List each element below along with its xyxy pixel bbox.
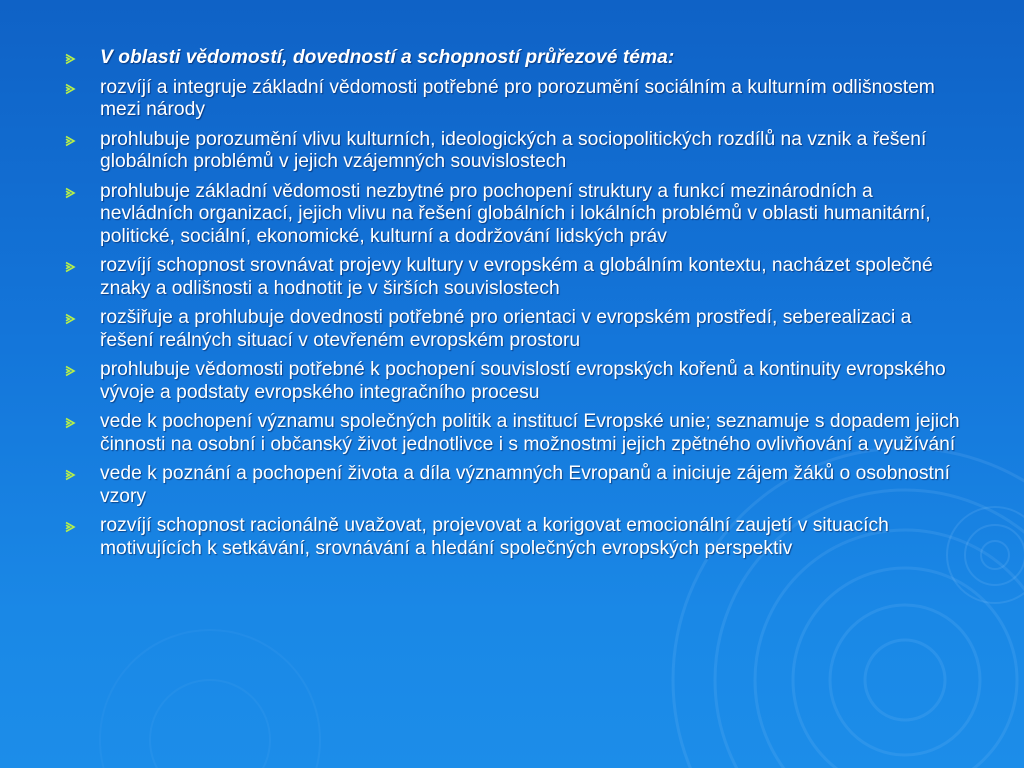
bullet-item: [60, 255, 965, 300]
bullet-item: [60, 77, 965, 122]
bullet-text: rozvíjí a integruje základní vědomosti potřebné pro porozumění sociálním a kulturním odlišnostem mezi národy: [100, 76, 935, 120]
bullet-text: vede k pochopení významu společných politik a institucí Evropské unie; seznamuje s dopadem jejich činnosti na osobní i občanský život jednotlivce i s možnostmi jejich zpětného ovlivňování a využívání: [100, 411, 960, 455]
arrowhead-bullet-icon: [64, 135, 76, 147]
arrowhead-bullet-icon: [64, 261, 76, 273]
arrowhead-bullet-icon: [64, 313, 76, 325]
arrowhead-bullet-icon: [64, 417, 76, 429]
bullet-text: rozvíjí schopnost srovnávat projevy kultury v evropském a globálním kontextu, nacházet společné znaky a odlišnosti a hodnotit je v širších souvislostech: [100, 255, 933, 299]
bullet-item: [60, 181, 965, 249]
bullet-item: [60, 129, 965, 174]
ripple-group-left: [100, 630, 320, 768]
bullet-text: prohlubuje vědomosti potřebné k pochopení souvislostí evropských kořenů a kontinuity evropského vývoje a podstaty evropského integračního procesu: [100, 359, 946, 403]
arrowhead-bullet-icon: [64, 521, 76, 533]
arrowhead-bullet-icon: [64, 187, 76, 199]
arrowhead-bullet-icon: [64, 365, 76, 377]
bullet-item: [60, 307, 965, 352]
arrowhead-bullet-icon: [64, 53, 76, 65]
bullet-item: [60, 515, 965, 560]
bullet-text: prohlubuje základní vědomosti nezbytné pro pochopení struktury a funkcí mezinárodních a nevládních organizací, jejich vlivu na řešení globálních i lokálních problémů v oblasti humanitární, politické, sociální, ekonomické, kulturní a dodržování lidských práv: [100, 180, 931, 247]
arrowhead-bullet-icon: [64, 83, 76, 95]
bullet-text: prohlubuje porozumění vlivu kulturních, ideologických a sociopolitických rozdílů na vznik a řešení globálních problémů v jejich vzájemných souvislostech: [100, 128, 927, 172]
bullet-text: vede k poznání a pochopení života a díla významných Evropanů a iniciuje zájem žáků o osobnostní vzory: [100, 463, 950, 507]
bullet-list: [60, 47, 965, 567]
bullet-text: V oblasti vědomostí, dovedností a schopností průřezové téma:: [100, 47, 675, 68]
bullet-text: rozšiřuje a prohlubuje dovednosti potřebné pro orientaci v evropském prostředí, seberealizaci a řešení reálných situací v otevřeném evropském prostoru: [100, 307, 912, 351]
bullet-item: [60, 411, 965, 456]
arrowhead-bullet-icon: [64, 469, 76, 481]
bullet-item-heading: [60, 47, 965, 70]
bullet-item: [60, 359, 965, 404]
bullet-text: rozvíjí schopnost racionálně uvažovat, projevovat a korigovat emocionální zaujetí v situacích motivujících k setkávání, srovnávání a hledání společných evropských perspektiv: [100, 515, 889, 559]
bullet-item: [60, 463, 965, 508]
